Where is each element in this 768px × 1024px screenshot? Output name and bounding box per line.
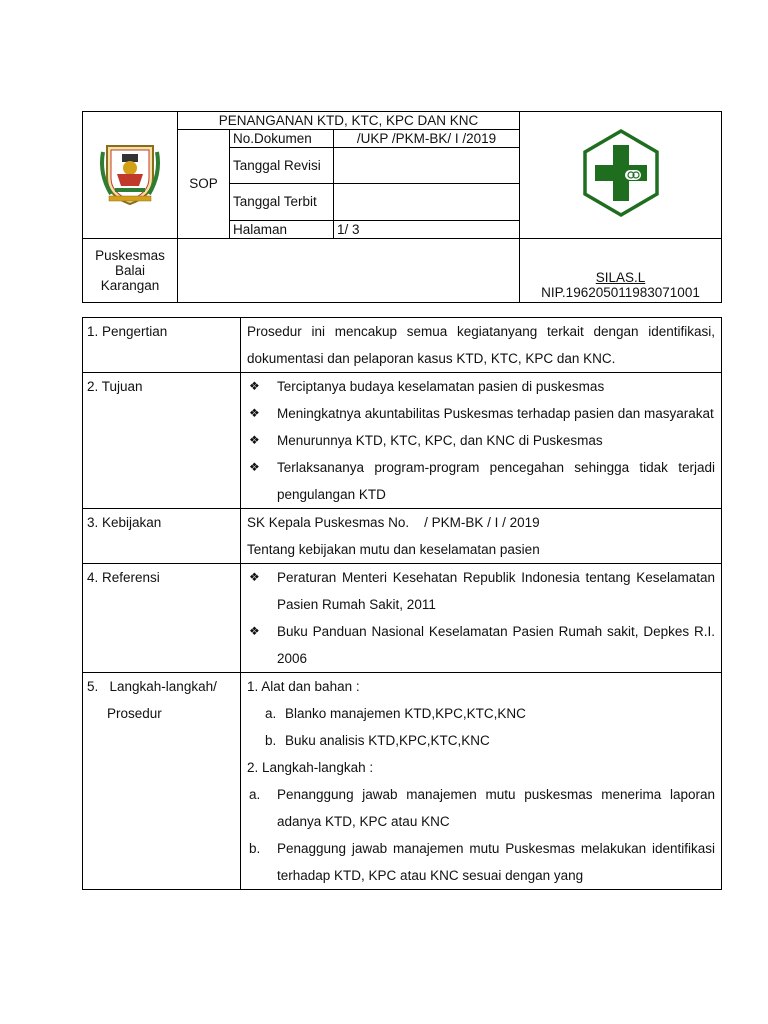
diamond-bullet-icon: ❖ xyxy=(249,379,260,393)
doc-number-value: /UKP /PKM-BK/ I /2019 xyxy=(334,130,520,148)
signature-space xyxy=(178,238,520,302)
diamond-bullet-icon: ❖ xyxy=(249,433,260,447)
kebijakan-content xyxy=(241,509,722,564)
list-item: b. Buku analisis KTD,KPC,KTC,KNC xyxy=(265,733,490,748)
regency-emblem-cell xyxy=(83,112,178,239)
list-item: ❖ Menurunnya KTD, KTC, KPC, dan KNC di Puskesmas xyxy=(247,427,715,454)
revision-date-value xyxy=(334,148,520,184)
langkah-title: 2. Langkah-langkah : xyxy=(247,760,374,775)
kebijakan-label: 3. Kebijakan xyxy=(83,509,241,564)
alat-title: 1. Alat dan bahan : xyxy=(247,679,360,694)
puskesmas-logo-icon xyxy=(581,127,661,219)
list-item: b. Penaggung jawab manajemen mutu Puskesmas melakukan identifikasi terhadap KTD, KPC atau KNC sesuai dengan yang xyxy=(249,841,715,883)
signer-cell xyxy=(520,238,722,302)
revision-date-label: Tanggal Revisi xyxy=(230,148,334,184)
langkah-label-cell xyxy=(83,673,241,890)
section-referensi xyxy=(83,564,722,673)
referensi-label: 4. Referensi xyxy=(83,564,241,673)
section-langkah xyxy=(83,673,722,890)
document-title: PENANGANAN KTD, KTC, KPC DAN KNC xyxy=(178,112,520,130)
list-item: ❖ Meningkatnya akuntabilitas Puskesmas terhadap pasien dan masyarakat xyxy=(247,400,715,427)
tujuan-label: 2. Tujuan xyxy=(83,373,241,509)
tujuan-list xyxy=(241,373,722,509)
diamond-bullet-icon: ❖ xyxy=(249,624,260,638)
pengertian-text: Prosedur ini mencakup semua kegiatanyang terkait dengan identifikasi, dokumentasi dan pelaporan kasus KTD, KTC, KPC dan KNC. xyxy=(241,318,722,373)
list-item: ❖ Peraturan Menteri Kesehatan Republik Indonesia tentang Keselamatan Pasien Rumah Sakit, 2011 xyxy=(247,564,715,618)
langkah-label-continued: Prosedur xyxy=(107,706,162,721)
kebijakan-line-2: Tentang kebijakan mutu dan keselamatan pasien xyxy=(247,542,540,557)
list-item: a. Blanko manajemen KTD,KPC,KTC,KNC xyxy=(265,706,526,721)
kebijakan-line-1: SK Kepala Puskesmas No. / PKM-BK / I / 2019 xyxy=(247,515,540,530)
langkah-content xyxy=(241,673,722,890)
list-item: ❖ Terlaksananya program-program pencegahan sehingga tidak terjadi pengulangan KTD xyxy=(247,454,715,508)
section-kebijakan xyxy=(83,509,722,564)
signer-nip: NIP.196205011983071001 xyxy=(541,285,700,300)
page-value: 1/ 3 xyxy=(334,220,520,238)
signer-name: SILAS.L xyxy=(595,270,646,285)
sop-header-table xyxy=(82,111,722,303)
diamond-bullet-icon: ❖ xyxy=(249,570,260,584)
regency-emblem-icon xyxy=(95,138,165,208)
list-item: ❖ Terciptanya budaya keselamatan pasien di puskesmas xyxy=(247,373,715,400)
list-item: a. Penanggung jawab manajemen mutu puskesmas menerima laporan adanya KTD, KPC atau KNC xyxy=(249,787,715,829)
pengertian-label: 1. Pengertian xyxy=(83,318,241,373)
puskesmas-logo-cell xyxy=(520,112,722,239)
sop-label: SOP xyxy=(178,130,230,239)
doc-number-label: No.Dokumen xyxy=(230,130,334,148)
sop-content-table xyxy=(82,317,722,890)
page-label: Halaman xyxy=(230,220,334,238)
list-item: ❖ Buku Panduan Nasional Keselamatan Pasien Rumah sakit, Depkes R.I. 2006 xyxy=(247,618,715,672)
issue-date-label: Tanggal Terbit xyxy=(230,184,334,220)
organization-name: Puskesmas Balai Karangan xyxy=(83,238,178,302)
diamond-bullet-icon: ❖ xyxy=(249,406,260,420)
section-pengertian xyxy=(83,318,722,373)
referensi-list xyxy=(241,564,722,673)
diamond-bullet-icon: ❖ xyxy=(249,460,260,474)
issue-date-value xyxy=(334,184,520,220)
section-tujuan xyxy=(83,373,722,509)
langkah-label: 5. Langkah-langkah/ xyxy=(87,679,217,694)
